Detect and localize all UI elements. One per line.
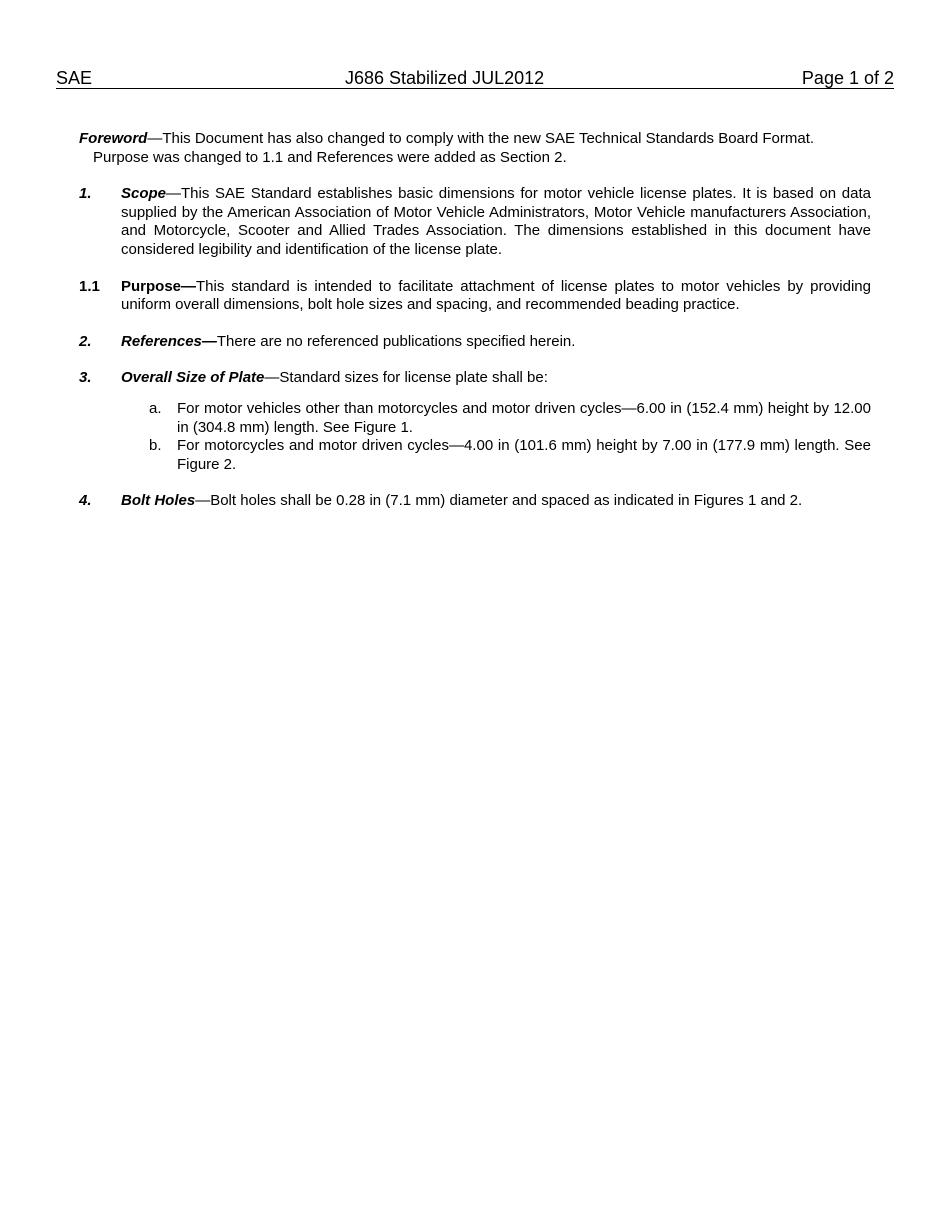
section-scope xyxy=(79,185,871,259)
plate-size-list xyxy=(79,400,871,474)
section-number: 1.1 xyxy=(79,277,100,295)
list-item-text: For motor vehicles other than motorcycles and motor driven cycles—6.00 in (152.4 mm) height by 12.00 in (304.8 mm) length. See Figure 1. xyxy=(177,399,871,436)
header-org: SAE xyxy=(56,68,93,88)
section-number: 1. xyxy=(79,185,92,203)
list-item-text: For motorcycles and motor driven cycles—4.00 in (101.6 mm) height by 7.00 in (177.9 mm) length. See Figure 2. xyxy=(177,437,871,473)
section-overall-size xyxy=(79,369,871,388)
section-text: —Standard sizes for license plate shall be: xyxy=(264,369,548,387)
section-text: —Bolt holes shall be 0.28 in (7.1 mm) diameter and spaced as indicated in Figures 1 and 2. xyxy=(195,492,803,510)
section-text: This standard is intended to facilitate attachment of license plates to motor vehicles by providing uniform overall dimensions, bolt hole sizes and spacing, and recommended beading practice. xyxy=(121,277,871,314)
foreword-heading: Foreword xyxy=(79,130,148,147)
section-heading: Overall Size of Plate xyxy=(121,369,265,387)
list-item xyxy=(79,400,871,437)
section-heading: Purpose— xyxy=(121,277,197,295)
section-text: There are no referenced publications specified herein. xyxy=(216,332,576,350)
section-number: 4. xyxy=(79,492,92,510)
list-item xyxy=(79,437,871,474)
section-purpose xyxy=(79,278,871,315)
foreword-text: —This Document has also changed to comply with the new SAE Technical Standards Board Format. xyxy=(147,130,815,147)
foreword-paragraph xyxy=(79,130,871,167)
document-body xyxy=(79,130,871,529)
list-item-letter: b. xyxy=(149,437,162,455)
section-number: 2. xyxy=(79,332,92,350)
page-header xyxy=(56,68,894,89)
section-heading: References— xyxy=(121,332,217,350)
foreword-text-line2: Purpose was changed to 1.1 and References were added as Section 2. xyxy=(93,148,567,166)
section-references xyxy=(79,333,871,352)
section-heading: Bolt Holes xyxy=(121,492,196,510)
header-doc-id: J686 Stabilized JUL2012 xyxy=(345,68,545,88)
section-text: —This SAE Standard establishes basic dimensions for motor vehicle license plates. It is based on data supplied by the American Association of Motor Vehicle Administrators, Motor Vehicle manufacturers Association, and Motorcycle, Scooter and Allied Trades Association. The dimensions established in this document have considered legibility and identification of the license plate. xyxy=(121,185,871,258)
list-item-letter: a. xyxy=(149,399,162,417)
section-heading: Scope xyxy=(121,185,167,203)
section-number: 3. xyxy=(79,369,92,387)
header-page-number: Page 1 of 2 xyxy=(801,68,894,88)
section-bolt-holes xyxy=(79,492,871,511)
